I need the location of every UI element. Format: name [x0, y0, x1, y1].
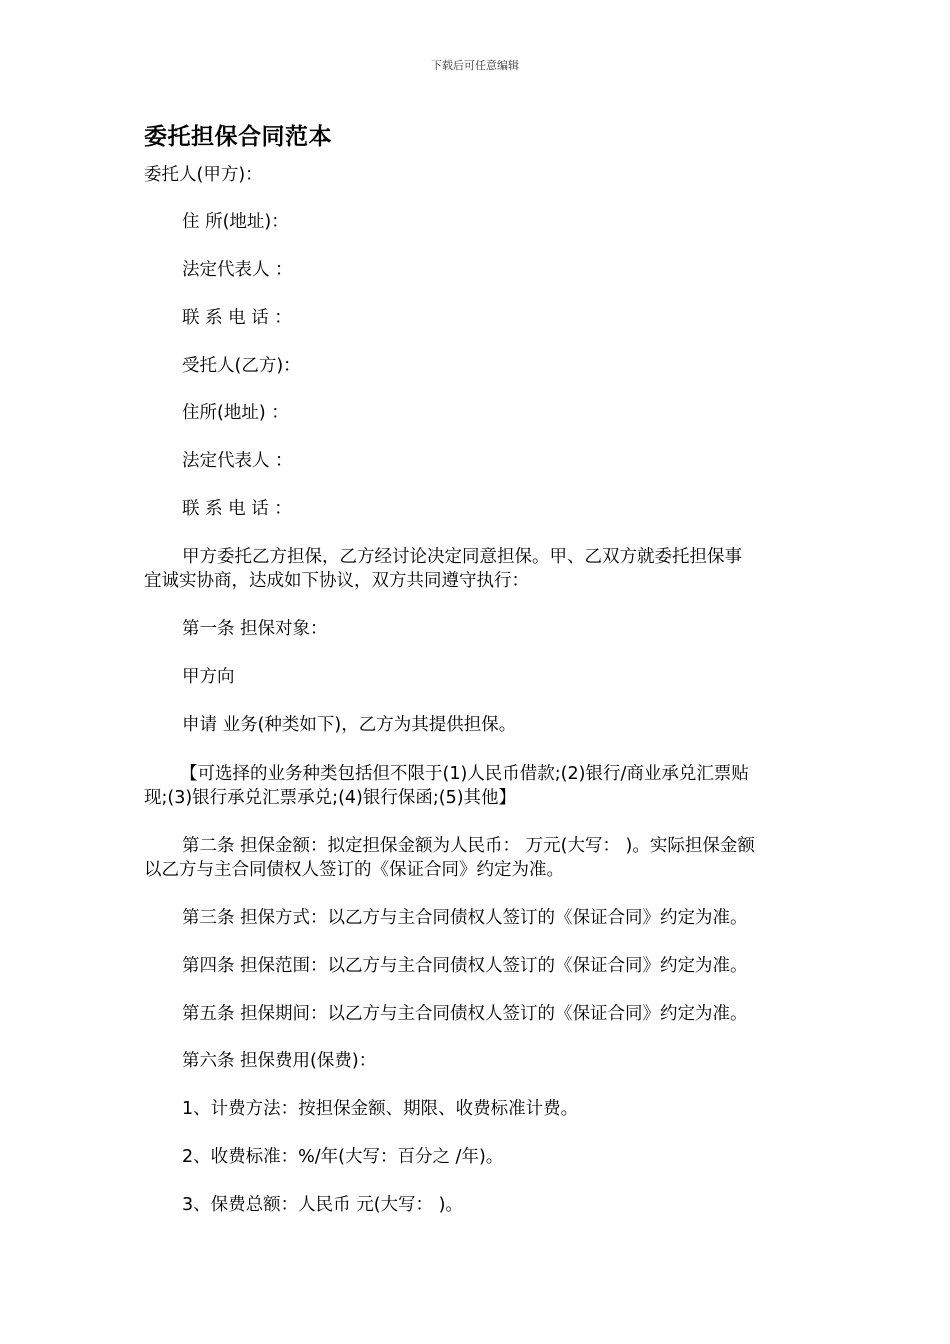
party-b-address: 住所(地址) ：	[182, 403, 289, 423]
article1-options	[144, 762, 810, 810]
intro-line-2: 宜诚实协商，达成如下协议，双方共同遵守执行：	[144, 571, 529, 591]
party-b-label: 受托人(乙方)：	[182, 356, 301, 376]
document-title: 委托担保合同范本	[144, 124, 332, 150]
article3: 第三条 担保方式：以乙方与主合同债权人签订的《保证合同》约定为准。	[182, 908, 748, 928]
intro-paragraph	[144, 545, 810, 593]
party-a-address: 住 所(地址)：	[182, 212, 289, 232]
article1-line-b: 申请 业务(种类如下)，乙方为其提供担保。	[182, 715, 517, 735]
options-line-2: 现;(3)银行承兑汇票承兑;(4)银行保函;(5)其他】	[144, 788, 517, 808]
article2-line-2: 以乙方与主合同债权人签订的《保证合同》约定为准。	[144, 860, 564, 880]
article1-heading: 第一条 担保对象：	[182, 619, 328, 639]
article2-paragraph	[144, 834, 810, 882]
intro-line-1: 甲方委托乙方担保，乙方经讨论决定同意担保。甲、乙双方就委托担保事	[182, 547, 742, 567]
header-note: 下载后可任意编辑	[431, 59, 519, 72]
party-b-legal-rep: 法定代表人 ：	[182, 451, 293, 471]
article5: 第五条 担保期间：以乙方与主合同债权人签订的《保证合同》约定为准。	[182, 1004, 748, 1024]
article6-item-3: 3、保费总额：人民币 元(大写： )。	[182, 1195, 463, 1215]
article2-line-1: 第二条 担保金额：拟定担保金额为人民币： 万元(大写： )。实际担保金额	[182, 836, 755, 856]
options-line-1: 【可选择的业务种类包括但不限于(1)人民币借款;(2)银行/商业承兑汇票贴	[180, 764, 749, 784]
article1-line-a: 甲方向	[182, 667, 235, 687]
article4: 第四条 担保范围：以乙方与主合同债权人签订的《保证合同》约定为准。	[182, 956, 748, 976]
principal-label: 委托人(甲方)：	[144, 165, 263, 185]
party-a-legal-rep: 法定代表人 ：	[182, 260, 293, 280]
party-a-phone: 联 系 电 话 ：	[182, 308, 292, 328]
party-b-phone: 联 系 电 话 ：	[182, 499, 292, 519]
article6-item-1: 1、计费方法：按担保金额、期限、收费标准计费。	[182, 1099, 579, 1119]
article6-heading: 第六条 担保费用(保费)：	[182, 1051, 377, 1071]
article6-item-2: 2、收费标准：%/年(大写：百分之 /年)。	[182, 1147, 504, 1167]
